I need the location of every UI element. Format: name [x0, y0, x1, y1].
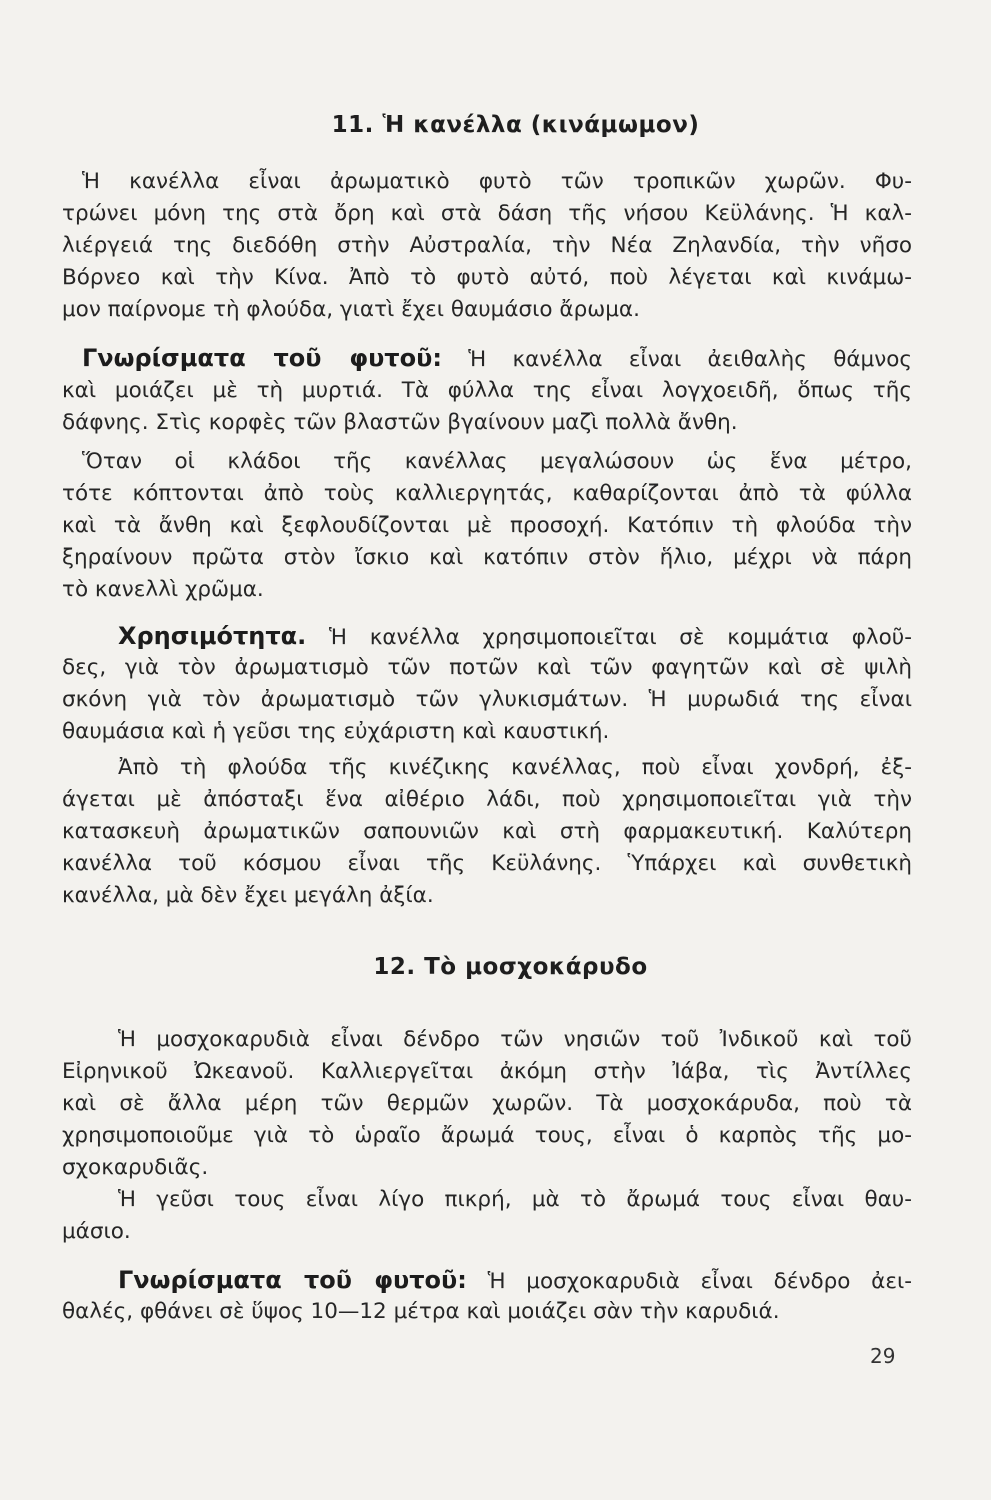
paragraph-line: ξηραίνουν πρῶτα στὸν ἴσκιο καὶ κατόπιν στὸν ἥλιο, μέχρι νὰ πάρη — [62, 545, 912, 570]
paragraph-line: σχοκαρυδιᾶς. — [62, 1155, 209, 1180]
paragraph-line: σκόνη γιὰ τὸν ἀρωματισμὸ τῶν γλυκισμάτων. Ἡ μυρωδιά της εἶναι — [62, 687, 912, 712]
section-heading-cinnamon: 11. Ἡ κανέλλα (κινάμωμον) — [331, 112, 700, 138]
paragraph-line: θαυμάσια καὶ ἡ γεῦσι της εὐχάριστη καὶ καυστική. — [62, 719, 610, 744]
paragraph-line: καὶ μοιάζει μὲ τὴ μυρτιά. Τὰ φύλλα της εἶναι λογχοειδῆ, ὅπως τῆς — [62, 378, 912, 403]
paragraph-line: λιέργειά της διεδόθη στὴν Αὐστραλία, τὴν Νέα Ζηλανδία, τὴν νῆσο — [62, 233, 912, 258]
paragraph-line: Εἰρηνικοῦ Ὠκεανοῦ. Καλλιεργεῖται ἀκόμη στὴν Ἰάβα, τὶς Ἀντίλλες — [62, 1059, 912, 1084]
paragraph-line: καὶ τὰ ἄνθη καὶ ξεφλουδίζονται μὲ προσοχή. Κατόπιν τὴ φλούδα τὴν — [62, 513, 912, 538]
paragraph-line: δες, γιὰ τὸν ἀρωματισμὸ τῶν ποτῶν καὶ τῶν φαγητῶν καὶ σὲ ψιλὴ — [62, 655, 912, 680]
features-label: Γνωρίσματα τοῦ φυτοῦ: — [118, 1266, 467, 1294]
paragraph-line: κανέλλα τοῦ κόσμου εἶναι τῆς Κεϋλάνης. Ὑπάρχει καὶ συνθετικὴ — [62, 851, 912, 876]
paragraph-line: Ἀπὸ τὴ φλούδα τῆς κινέζικης κανέλλας, ποὺ εἶναι χονδρή, ἐξ- — [118, 755, 912, 780]
paragraph-line: μάσιο. — [62, 1219, 131, 1244]
paragraph-line: τότε κόπτονται ἀπὸ τοὺς καλλιεργητάς, καθαρίζονται ἀπὸ τὰ φύλλα — [62, 481, 912, 506]
paragraph-text: Ἡ μοσχοκαρυδιὰ εἶναι δένδρο ἀει- — [487, 1269, 912, 1294]
paragraph-line: μον παίρνομε τὴ φλούδα, γιατὶ ἔχει θαυμάσιο ἄρωμα. — [62, 297, 640, 322]
section-heading-nutmeg: 12. Τὸ μοσχοκάρυδο — [373, 954, 648, 980]
paragraph-line-with-label — [62, 1264, 912, 1298]
usage-label: Χρησιμότητα. — [118, 622, 307, 650]
page-number: 29 — [870, 1344, 896, 1368]
features-label: Γνωρίσματα τοῦ φυτοῦ: — [82, 344, 442, 372]
paragraph-line: Ὅταν οἱ κλάδοι τῆς κανέλλας μεγαλώσουν ὡς ἕνα μέτρο, — [82, 449, 912, 474]
paragraph-text: Ἡ κανέλλα χρησιμοποιεῖται σὲ κομμάτια φλοῦ- — [329, 625, 912, 650]
paragraph-line: χρησιμοποιοῦμε γιὰ τὸ ὡραῖο ἄρωμά τους, εἶναι ὁ καρπὸς τῆς μο- — [62, 1123, 912, 1148]
paragraph-line: Ἡ κανέλλα εἶναι ἀρωματικὸ φυτὸ τῶν τροπικῶν χωρῶν. Φυ- — [82, 169, 912, 194]
paragraph-line: κατασκευὴ ἀρωματικῶν σαπουνιῶν καὶ στὴ φαρμακευτική. Καλύτερη — [62, 819, 912, 844]
paragraph-line: Ἡ γεῦσι τους εἶναι λίγο πικρή, μὰ τὸ ἄρωμά τους εἶναι θαυ- — [118, 1187, 912, 1212]
paragraph-line: καὶ σὲ ἄλλα μέρη τῶν θερμῶν χωρῶν. Τὰ μοσχοκάρυδα, ποὺ τὰ — [62, 1091, 912, 1116]
paragraph-line: Βόρνεο καὶ τὴν Κίνα. Ἀπὸ τὸ φυτὸ αὐτό, ποὺ λέγεται καὶ κινάμω- — [62, 265, 912, 290]
paragraph-line: τὸ κανελλὶ χρῶμα. — [62, 577, 264, 602]
paragraph-line: θαλές, φθάνει σὲ ὕψος 10—12 μέτρα καὶ μοιάζει σὰν τὴν καρυδιά. — [62, 1299, 780, 1324]
paragraph-line: άγεται μὲ ἀπόσταξι ἕνα αἰθέριο λάδι, ποὺ χρησιμοποιεῖται γιὰ τὴν — [62, 787, 912, 812]
paragraph-line: τρώνει μόνη της στὰ ὄρη καὶ στὰ δάση τῆς νήσου Κεϋλάνης. Ἡ καλ- — [62, 201, 912, 226]
paragraph-line: κανέλλα, μὰ δὲν ἔχει μεγάλη ἀξία. — [62, 883, 434, 908]
paragraph-line: Ἡ μοσχοκαρυδιὰ εἶναι δένδρο τῶν νησιῶν τοῦ Ἰνδικοῦ καὶ τοῦ — [118, 1027, 912, 1052]
paragraph-line-with-label — [62, 342, 912, 376]
paragraph-text: Ἡ κανέλλα εἶναι ἀειθαλὴς θάμνος — [468, 347, 912, 372]
paragraph-line-with-label — [62, 620, 912, 654]
paragraph-line: δάφνης. Στὶς κορφὲς τῶν βλαστῶν βγαίνουν μαζὶ πολλὰ ἄνθη. — [62, 410, 738, 435]
